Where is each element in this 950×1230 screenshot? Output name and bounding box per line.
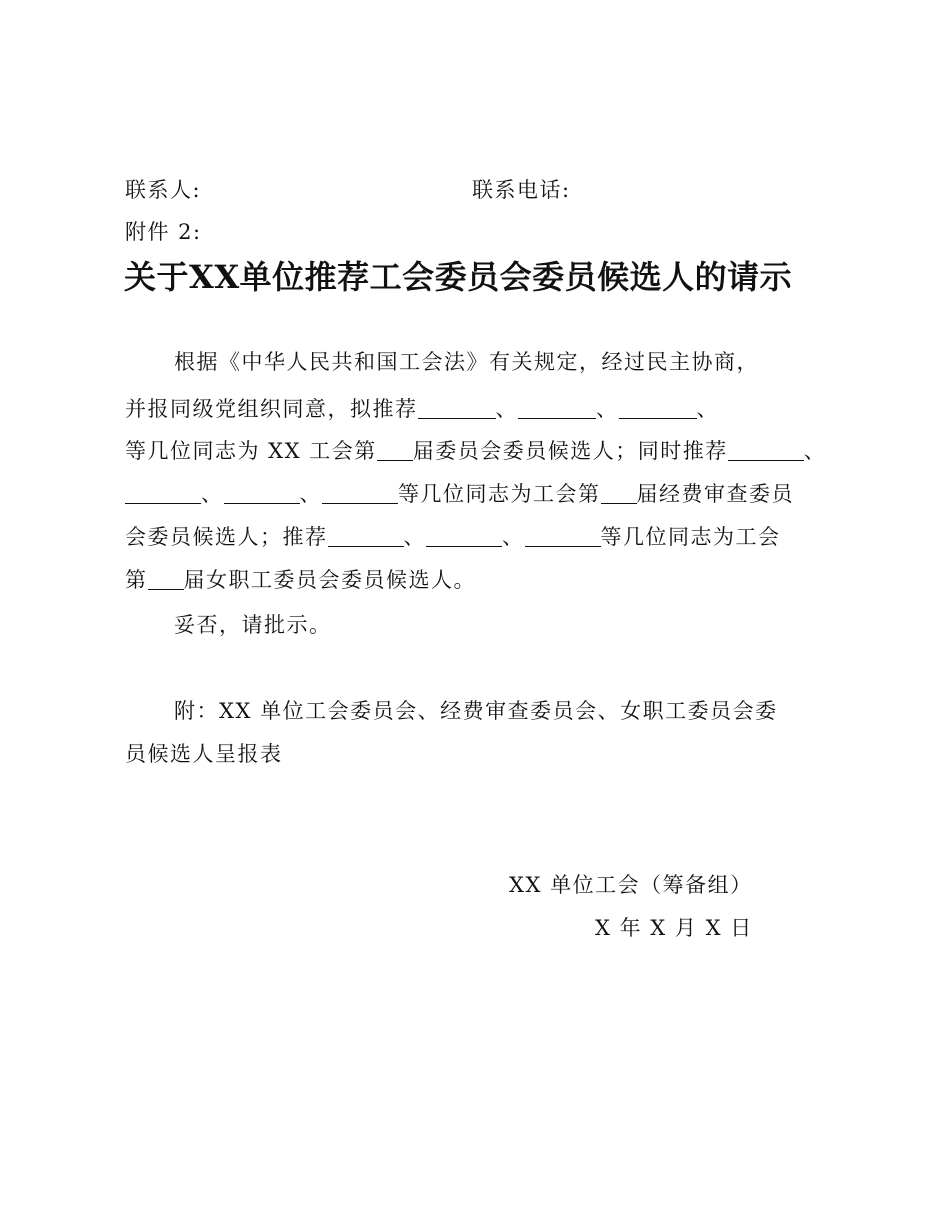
contact-person-label: 联系人: — [125, 178, 202, 202]
separator: 、 — [696, 397, 719, 421]
signature-date: X 年 X 月 X 日 — [595, 916, 753, 940]
body-line-2 — [125, 395, 719, 423]
body-text: 会委员候选人；推荐 — [125, 525, 328, 549]
separator: 、 — [803, 439, 827, 463]
blank-field — [426, 526, 502, 547]
separator: 、 — [502, 525, 525, 549]
blank-field — [518, 398, 596, 419]
body-line-6 — [125, 566, 476, 594]
separator: 、 — [201, 482, 224, 506]
body-text: 第 — [125, 568, 148, 592]
blank-field — [728, 440, 804, 461]
signature-organization: XX 单位工会（筹备组） — [509, 873, 753, 897]
closing-line: 妥否，请批示。 — [174, 613, 332, 637]
body-line-5 — [125, 523, 781, 551]
body-text: 等几位同志为工会第 — [398, 482, 601, 506]
blank-field — [224, 483, 300, 504]
blank-field — [619, 398, 697, 419]
annex-line-2: 员候选人呈报表 — [125, 742, 283, 766]
body-text: 届委员会委员候选人；同时推荐 — [412, 439, 728, 463]
separator: 、 — [495, 397, 518, 421]
annex-line-1: 附：XX 单位工会委员会、经费审查委员会、女职工委员会委 — [174, 699, 778, 723]
blank-field — [525, 526, 601, 547]
separator: 、 — [299, 482, 322, 506]
document-title: 关于XX单位推荐工会委员会委员候选人的请示 — [124, 258, 793, 296]
contact-phone-label: 联系电话: — [472, 178, 571, 202]
separator: 、 — [596, 397, 619, 421]
body-line-1 — [174, 348, 759, 376]
separator: 、 — [403, 525, 426, 549]
blank-field — [377, 440, 413, 461]
blank-field — [322, 483, 398, 504]
body-text: 届经费审查委员 — [636, 482, 794, 506]
body-text: 根据《中华人民共和国工会法》有关规定，经过民主协商， — [174, 350, 759, 374]
body-line-3 — [125, 437, 826, 465]
blank-field — [148, 569, 184, 590]
blank-field — [418, 398, 496, 419]
body-text: 届女职工委员会委员候选人。 — [183, 568, 476, 592]
blank-field — [328, 526, 404, 547]
blank-field — [125, 483, 201, 504]
body-text: 并报同级党组织同意，拟推荐 — [125, 397, 418, 421]
body-text: 等几位同志为 XX 工会第 — [125, 439, 377, 463]
body-line-4 — [125, 480, 794, 508]
body-text: 等几位同志为工会 — [600, 525, 781, 549]
blank-field — [601, 483, 637, 504]
attachment-label: 附件 2: — [125, 220, 202, 244]
